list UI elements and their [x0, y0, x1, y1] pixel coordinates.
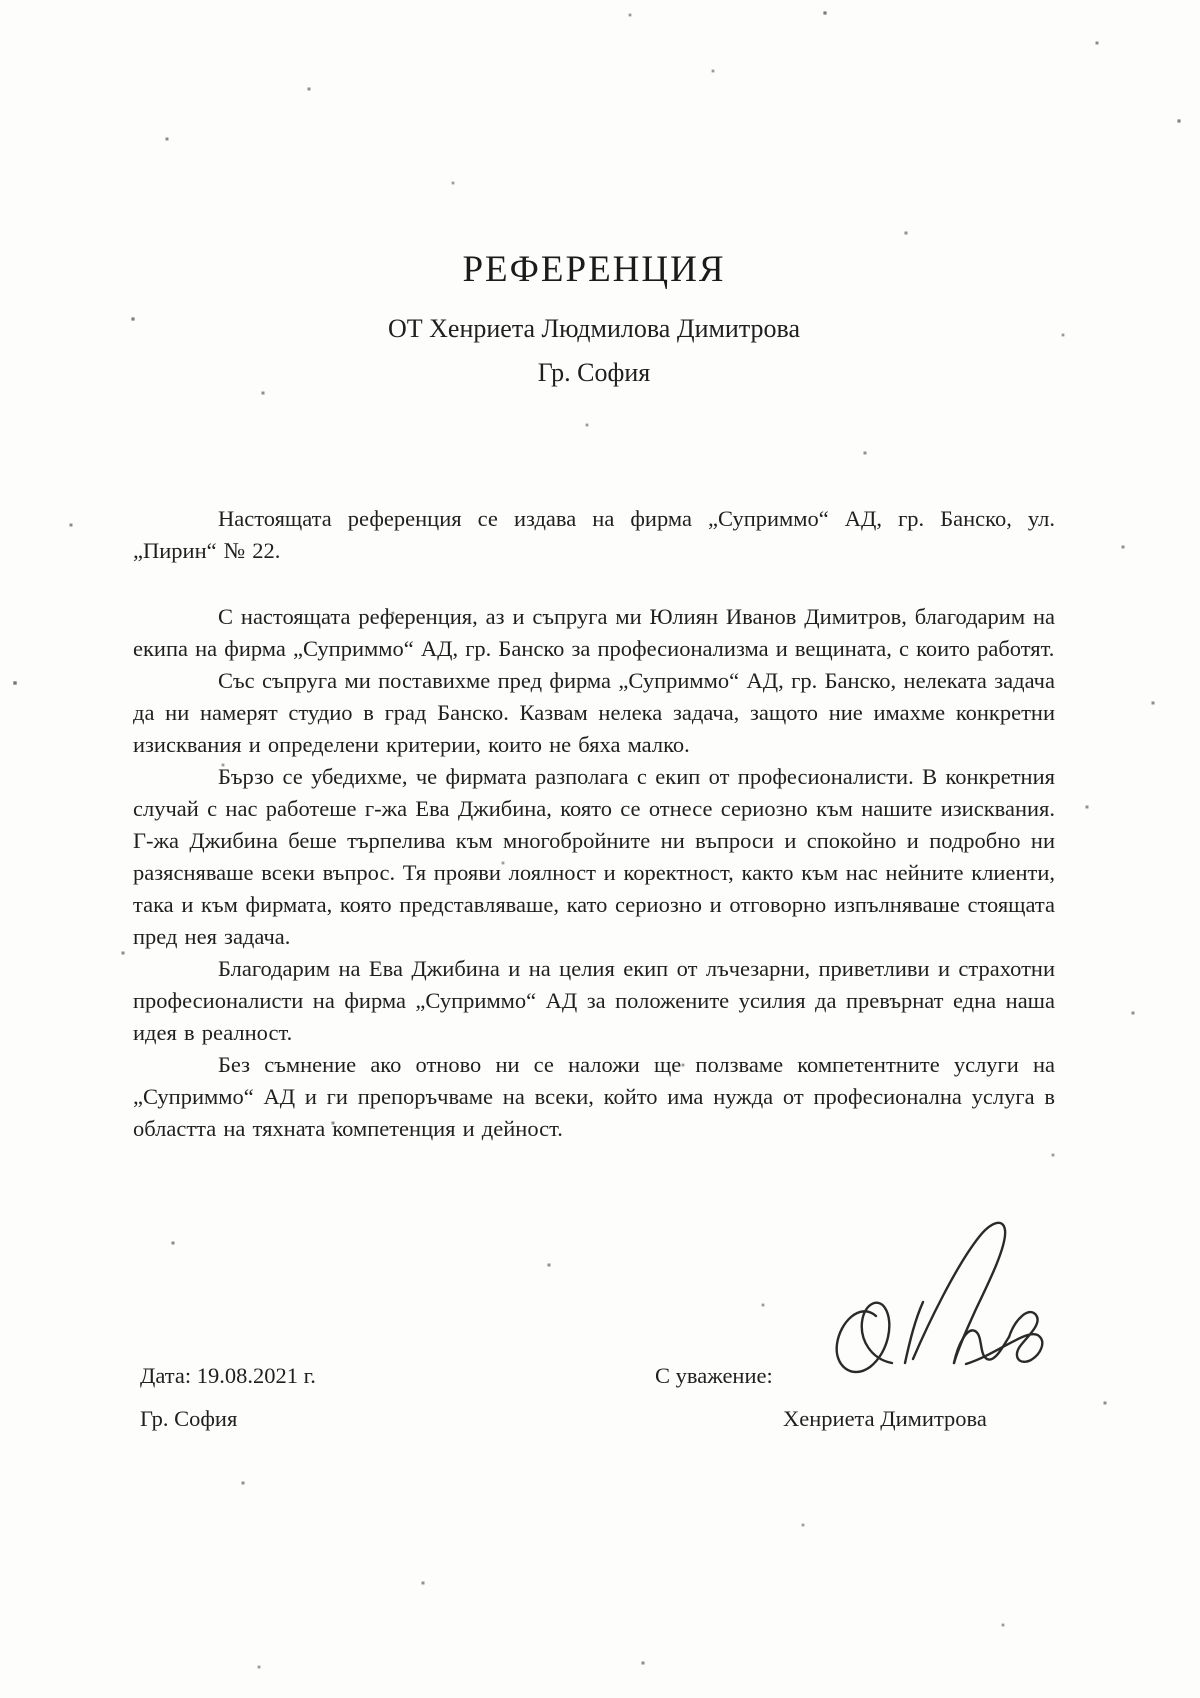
- document-title: РЕФЕРЕНЦИЯ: [462, 249, 726, 290]
- handwritten-signature: [818, 1212, 1056, 1394]
- letter-body: [133, 503, 1055, 1145]
- signer-name: Хенриета Димитрова: [783, 1406, 987, 1431]
- body-paragraph: Със съпруга ми поставихме пред фирма „Суприммо“ АД, гр. Банско, нелеката задача да ни намерят студио в град Банско. Казвам нелека задача, защото ние имахме конкретни изисквания и определени критерии, които не бяха малко.: [133, 668, 1055, 757]
- body-paragraph: С настоящата референция, аз и съпруга ми Юлиян Иванов Димитров, благодарим на екипа на фирма „Суприммо“ АД, гр. Банско за професионализма и вещината, с които работят.: [133, 604, 1055, 661]
- city-line-footer: Гр. София: [140, 1406, 238, 1431]
- body-paragraph: Без съмнение ако отново ни се наложи ще ползваме компетентните услуги на „Суприммо“ АД и ги препоръчваме на всеки, който има нужда от професионална услуга в областта на тяхната компетенция и дейност.: [133, 1052, 1055, 1141]
- body-paragraph: Настоящата референция се издава на фирма „Суприммо“ АД, гр. Банско, ул. „Пирин“ № 22.: [133, 506, 1055, 563]
- closing-salutation: С уважение:: [655, 1363, 773, 1388]
- scan-noise-specks: [0, 0, 2, 2]
- date-line: Дата: 19.08.2021 г.: [140, 1363, 316, 1388]
- city-line-header: Гр. София: [537, 358, 651, 387]
- body-paragraph: Благодарим на Ева Джибина и на целия екип от лъчезарни, приветливи и страхотни професионалисти на фирма „Суприммо“ АД за положените усилия да превърнат една наша идея в реалност.: [133, 956, 1055, 1045]
- body-paragraph: Бързо се убедихме, че фирмата разполага с екип от професионалисти. В конкретния случай с нас работеше г-жа Ева Джибина, която се отнесе сериозно към нашите изисквания. Г-жа Джибина беше търпелива към многобройните ни въпроси и спокойно и подробно ни разясняваше всеки въпрос. Тя прояви лоялност и коректност, както към нас нейните клиенти, така и към фирмата, която представляваше, като сериозно и отговорно изпълняваше стоящата пред нея задача.: [133, 764, 1055, 949]
- author-line: ОТ Хенриета Людмилова Димитрова: [387, 314, 800, 343]
